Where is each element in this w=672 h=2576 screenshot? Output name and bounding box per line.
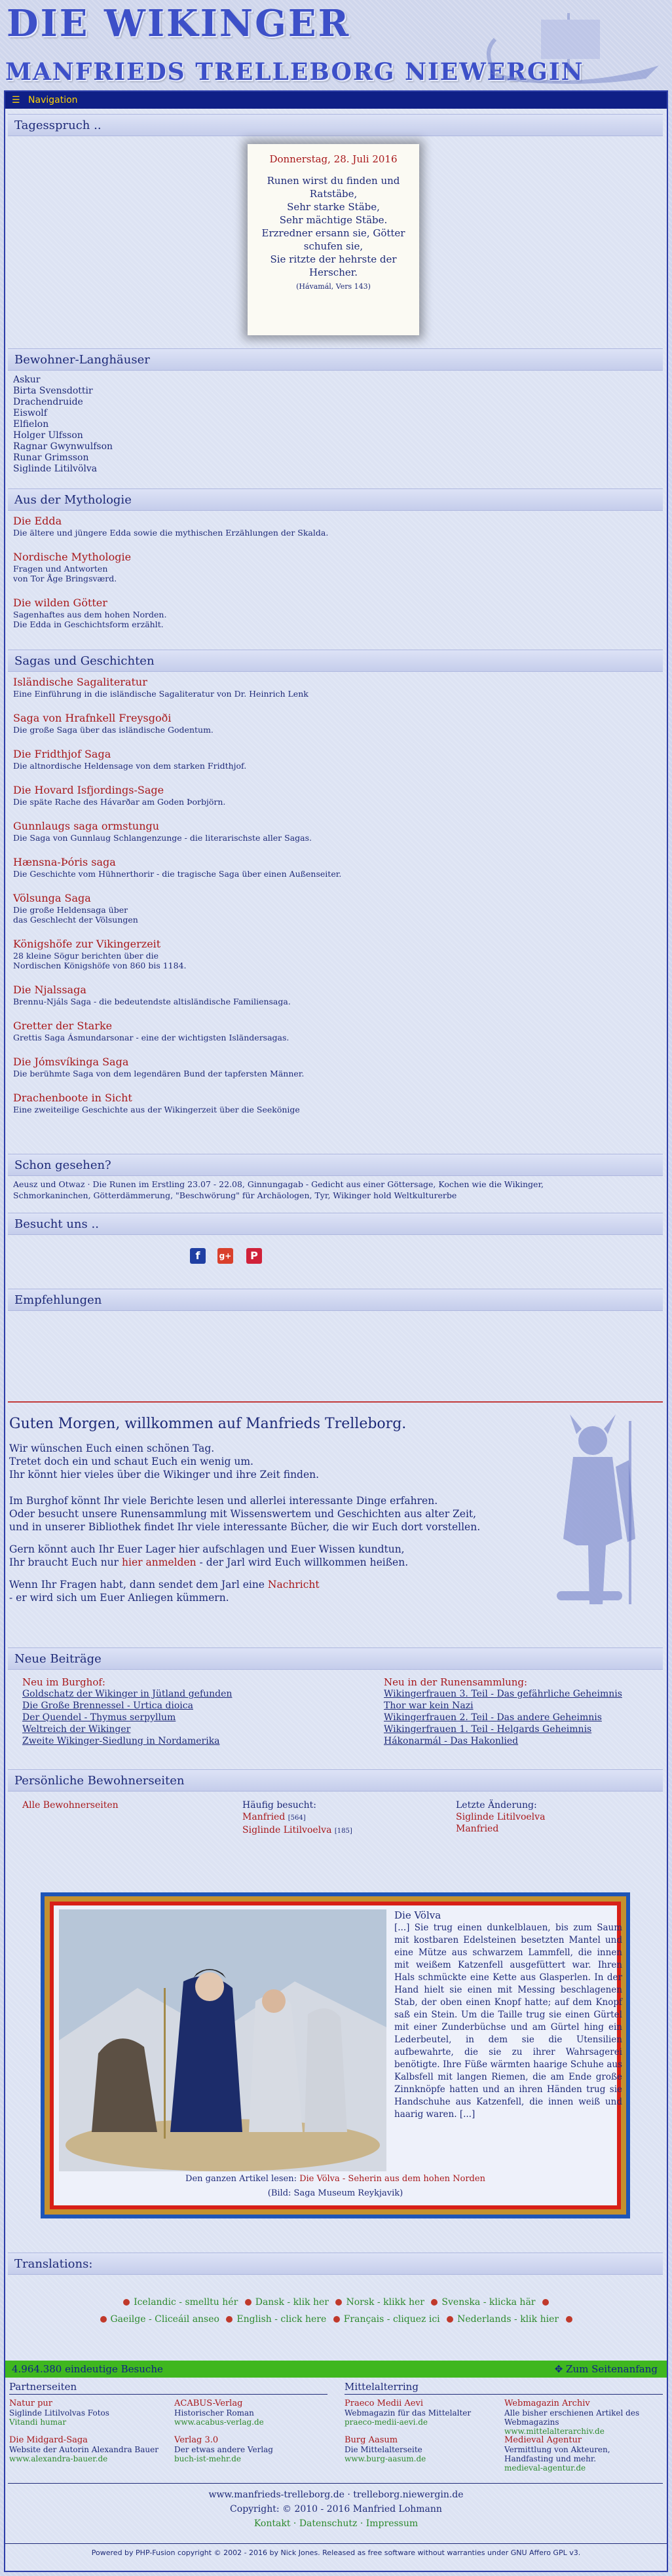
saga-link[interactable]: Die Jómsvíkinga Saga <box>13 1056 129 1068</box>
text-line: - der Jarl wird Euch willkommen heißen. <box>196 1556 409 1568</box>
flag-icon <box>542 2299 549 2306</box>
back-to-top-link[interactable] <box>555 2361 658 2378</box>
column-heading: Häufig besucht: <box>242 1800 316 1811</box>
section-schon-gesehen: Schon gesehen? <box>8 1154 663 1176</box>
featured-article <box>41 1892 630 2218</box>
partner-desc: Die Mittelalterseite <box>345 2445 422 2454</box>
partner-heading: Partnerseiten <box>9 2381 77 2393</box>
runen-link[interactable]: Wikingerfrauen 1. Teil - Helgards Geheimnis <box>384 1724 592 1735</box>
divider <box>8 1401 663 1403</box>
message-link[interactable]: Nachricht <box>267 1579 320 1591</box>
translation-link[interactable]: Gaeilge - Cliceáil anseo <box>110 2314 219 2325</box>
featured-article-body: [...] Sie trug einen dunkelblauen, bis zum Saum mit kostbaren Edelsteinen besetzten Mantel und eine Mütze aus schwarzem Lammfell, die innen mit weißem Katzenfell ausgefüttert war. Ihren Hals schmückte eine Kette aus Glasperlen. In der Hand hielt sie einen mit Messing beschlagenen Stab, der oben einen Knopf hatte; auf dem Knopf saß ein Stein. Um die Taille trug sie einen Gürtel mit einer Zunderbüchse und am Gürtel hing ein Lederbeutel, in dem sie die Utensilien aufbewahrte, die sie zu ihrer Wahrsagerei benötigte. Ihre Füße wärmten haarige Schuhe aus Kalbsfell mit langen Riemen, die am Ende große Zinnknöpfe hatten und an ihren Händen trug sie Handschuhe aus Katzenfell, die innen weiß und haarig waren. [...] <box>394 1923 622 2120</box>
partner-desc: Siglinde Litilvolvas Fotos <box>9 2408 109 2418</box>
quote-line: schufen sie, <box>303 240 364 252</box>
mythologie-link[interactable]: Nordische Mythologie <box>13 551 132 563</box>
photo-credit: (Bild: Saga Museum Reykjavik) <box>267 2188 403 2198</box>
pinterest-icon[interactable]: P <box>246 1248 262 1264</box>
list-item <box>13 784 655 807</box>
quote-line: Sehr starke Stäbe, <box>287 201 380 213</box>
footer-copyright: Copyright: © 2010 - 2016 Manfried Lohmann <box>230 2504 442 2514</box>
imprint-link[interactable]: Impressum <box>365 2518 419 2529</box>
translation-link[interactable]: Français - cliquez ici <box>343 2314 440 2325</box>
saga-link[interactable]: Völsunga Saga <box>13 892 91 904</box>
partner-link[interactable]: Natur pur <box>9 2399 52 2408</box>
runen-link[interactable]: Thor war kein Nazi <box>384 1701 474 1711</box>
text-line: - er wird sich um Euer Anliegen kümmern. <box>9 1592 229 1604</box>
translation-link[interactable]: English - click here <box>236 2314 327 2325</box>
featured-article-text <box>394 1909 622 2121</box>
quote-line: Ratstäbe, <box>309 188 358 200</box>
item-desc: das Geschlecht der Völsungen <box>13 915 138 925</box>
welcome-paragraph <box>9 1494 507 1534</box>
flag-icon <box>335 2299 342 2306</box>
welcome-paragraph <box>9 1442 507 1481</box>
saga-link[interactable]: Gunnlaugs saga ormstungu <box>13 820 160 832</box>
list-item <box>13 712 655 735</box>
partner-url[interactable]: www.mittelalterarchiv.de <box>504 2427 605 2436</box>
text-line: Wenn Ihr Fragen habt, dann sendet dem Jarl eine <box>9 1579 268 1591</box>
mittelalter-item[interactable] <box>345 2436 495 2463</box>
list-item <box>13 984 655 1006</box>
item-desc: Die Edda in Geschichtsform erzählt. <box>13 619 164 629</box>
translation-link[interactable]: Icelandic - smelltu hér <box>134 2297 238 2308</box>
bewohner-link[interactable]: Birta Svensdottir <box>13 386 93 396</box>
bewohner-link[interactable]: Eiswolf <box>13 408 47 418</box>
text-line: Wir wünschen Euch einen schönen Tag. <box>9 1443 215 1454</box>
translation-link[interactable]: Svenska - klicka här <box>441 2297 536 2308</box>
list-item <box>13 1056 655 1078</box>
divider <box>8 2483 663 2484</box>
list-item <box>242 1824 439 1837</box>
quote-card <box>248 144 419 335</box>
featured-article-title[interactable]: Die Völva <box>394 1909 441 1921</box>
runen-link[interactable]: Wikingerfrauen 2. Teil - Das andere Geheimnis <box>384 1712 602 1723</box>
section-besucht: Besucht uns .. <box>8 1213 663 1235</box>
mittelalterring-heading: Mittelalterring <box>345 2381 419 2393</box>
list-item <box>13 676 655 699</box>
back-to-top-label[interactable]: Zum Seitenanfang <box>566 2363 658 2375</box>
item-desc: Fragen und Antworten <box>13 564 108 574</box>
list-item <box>13 892 655 925</box>
flag-icon <box>333 2316 340 2323</box>
partner-desc: Alle bisher erschienen Artikel des Webmagazins <box>504 2408 640 2427</box>
welcome-title: Guten Morgen, willkommen auf Manfrieds Trelleborg. <box>9 1416 407 1432</box>
facebook-icon[interactable]: f <box>190 1248 206 1264</box>
partner-url[interactable]: buch-ist-mehr.de <box>174 2454 242 2463</box>
bewohner-link[interactable]: Drachendruide <box>13 397 83 407</box>
bewohner-link[interactable]: Runar Grimsson <box>13 452 89 463</box>
text-line: Im Burghof könnt Ihr viele Berichte lesen und allerlei interessante Dinge erfahren. <box>9 1495 438 1507</box>
column-heading: Letzte Änderung: <box>456 1800 537 1811</box>
translation-row <box>0 2314 672 2325</box>
visit-count: [564] <box>288 1814 306 1822</box>
divider <box>5 2543 667 2544</box>
list-item <box>13 597 655 629</box>
partner-desc: Der etwas andere Verlag <box>174 2445 273 2454</box>
partner-link[interactable]: Die Midgard-Saga <box>9 2435 88 2445</box>
item-desc: Brennu-Njáls Saga - die bedeutendste altisländische Familiensaga. <box>13 997 291 1006</box>
item-desc: Die ältere und jüngere Edda sowie die mythischen Erzählungen der Skalda. <box>13 528 329 538</box>
bewohner-link[interactable]: Ragnar Gwynwulfson <box>13 441 113 452</box>
tag-cloud <box>13 1179 655 1201</box>
saga-link[interactable]: Königshöfe zur Vikingerzeit <box>13 938 161 950</box>
text-line: Gern könnt auch Ihr Euer Lager hier aufschlagen und Euer Wissen kundtun, <box>9 1543 405 1555</box>
welcome-paragraph <box>9 1543 507 1569</box>
privacy-link[interactable]: Datenschutz <box>299 2518 358 2529</box>
partner-link[interactable]: ACABUS-Verlag <box>174 2399 243 2408</box>
runen-link[interactable]: Hákonarmál - Das Hakonlied <box>384 1736 519 1746</box>
partner-url[interactable]: www.acabus-verlag.de <box>174 2418 264 2427</box>
saga-link[interactable]: Die Njalssaga <box>13 984 86 996</box>
burghof-link[interactable]: Weltreich der Wikinger <box>22 1724 131 1735</box>
partner-link[interactable]: Burg Aasum <box>345 2435 398 2445</box>
item-desc: Die späte Rache des Hávarðar am Goden Þorbjörn. <box>13 797 226 807</box>
partner-link[interactable]: Verlag 3.0 <box>174 2435 219 2445</box>
bewohner-page-link[interactable]: Siglinde Litilvoelva <box>456 1812 546 1822</box>
quote-text <box>248 174 419 293</box>
partner-item[interactable] <box>174 2399 331 2427</box>
featured-article-frame <box>50 1902 621 2209</box>
featured-article-panel <box>54 1905 622 2205</box>
partner-desc: Vermittlung von Akteuren, Handfasting und mehr. <box>504 2445 610 2463</box>
mythologie-list <box>13 515 655 629</box>
partner-item[interactable] <box>9 2436 166 2463</box>
tag-cloud-line[interactable]: Schmorkaninchen, Götterdämmerung, "Beschwörung" für Archäologen, Tyr, Wikinger hold Weltkulturerbe <box>13 1190 457 1200</box>
partner-url[interactable]: Vitandi humar <box>9 2418 67 2427</box>
partner-url[interactable]: praeco-medii-aevi.de <box>345 2418 428 2427</box>
mythologie-link[interactable]: Die Edda <box>13 515 62 527</box>
bewohner-page-link[interactable]: Siglinde Litilvoelva <box>242 1825 332 1835</box>
saga-link[interactable]: Gretter der Starke <box>13 1020 113 1032</box>
section-sagas: Sagas und Geschichten <box>8 650 663 672</box>
sagas-list <box>13 676 655 1114</box>
alle-bewohnerseiten-link[interactable]: Alle Bewohnerseiten <box>22 1800 119 1811</box>
saga-link[interactable]: Saga von Hrafnkell Freysgoði <box>13 712 172 724</box>
item-desc: Die große Heldensaga über <box>13 905 128 915</box>
bewohner-page-link[interactable]: Manfried <box>242 1812 286 1822</box>
partner-item[interactable] <box>9 2399 166 2427</box>
burghof-link[interactable]: Der Quendel - Thymus serpyllum <box>22 1712 176 1723</box>
item-desc: Die altnordische Heldensage von dem starken Fridthjof. <box>13 761 247 771</box>
flag-icon <box>245 2299 252 2306</box>
list-item <box>13 820 655 843</box>
viking-ship-icon <box>476 0 672 90</box>
partner-item[interactable] <box>174 2436 331 2463</box>
stats-bar <box>5 2361 667 2378</box>
item-desc: Die große Saga über das isländische Godentum. <box>13 725 214 735</box>
list-item <box>13 515 655 538</box>
site-subtitle: MANFRIEDS TRELLEBORG NIEWERGIN <box>5 58 584 86</box>
tag-cloud-line[interactable]: Aeusz und Otwaz · Die Runen im Erstling 23.07 - 22.08, Ginnungagab - Gedicht aus einer Göttersage, Kochen wie die Wikinger, <box>13 1179 544 1189</box>
bewohner-page-link[interactable]: Manfried <box>456 1824 499 1834</box>
burghof-link[interactable]: Goldschatz der Wikinger in Jütland gefunden <box>22 1689 233 1699</box>
column-heading: Neu im Burghof: <box>22 1676 105 1688</box>
register-link[interactable]: hier anmelden <box>122 1556 196 1568</box>
text-line: und in unserer Bibliothek findet Ihr viele interessante Bücher, die wir Euch dort vorstellen. <box>9 1521 481 1533</box>
divider <box>345 2394 663 2395</box>
translation-link[interactable]: Nederlands - klik hier <box>457 2314 559 2325</box>
flag-icon <box>226 2316 233 2323</box>
partner-link[interactable]: Medieval Agentur <box>504 2435 582 2445</box>
saga-link[interactable]: Die Hovard Isfjordings-Sage <box>13 784 164 796</box>
viking-warrior-icon <box>531 1408 648 1624</box>
partner-url[interactable]: medieval-agentur.de <box>504 2463 586 2473</box>
text-line: Ihr könnt hier vieles über die Wikinger und ihre Zeit finden. <box>9 1469 320 1481</box>
caption-text: Den ganzen Artikel lesen: <box>185 2174 300 2184</box>
bewohner-list <box>13 375 113 475</box>
bewohner-link[interactable]: Elfielon <box>13 419 49 430</box>
saga-link[interactable]: Die Fridthjof Saga <box>13 748 111 760</box>
section-mythologie: Aus der Mythologie <box>8 488 663 511</box>
quote-line: Erzredner ersann sie, Götter <box>261 227 405 239</box>
list-item <box>13 938 655 970</box>
partner-link[interactable]: Webmagazin Archiv <box>504 2399 590 2408</box>
section-empfehlungen: Empfehlungen <box>8 1289 663 1311</box>
footer-powered: Powered by PHP-Fusion copyright © 2002 - 2016 by Nick Jones. Released as free software without warranties under GNU Affero GPL v3. <box>91 2548 581 2557</box>
footer-links: Kontakt · Datenschutz · Impressum <box>253 2518 419 2529</box>
bewohner-link[interactable]: Siglinde Litilvölva <box>13 464 98 474</box>
list-item <box>13 551 655 583</box>
site-header <box>0 0 672 90</box>
translation-link[interactable]: Dansk - klik her <box>255 2297 329 2308</box>
saga-link[interactable]: Drachenboote in Sicht <box>13 1092 132 1104</box>
section-tagesspruch: Tagesspruch .. <box>8 114 663 136</box>
item-desc: Sagenhaftes aus dem hohen Norden. <box>13 610 167 619</box>
quote-line: Herscher. <box>308 267 358 278</box>
voelva-photo[interactable] <box>59 1909 386 2171</box>
partner-desc: Website der Autorin Alexandra Bauer <box>9 2445 159 2454</box>
burghof-link[interactable]: Die Große Brennessel - Urtica dioica <box>22 1701 193 1711</box>
neu-im-burghof <box>22 1676 310 1747</box>
item-desc: Grettis Saga Ásmundarsonar - eine der wichtigsten Isländersagas. <box>13 1033 289 1042</box>
mittelalter-item[interactable] <box>504 2399 659 2436</box>
saga-link[interactable]: Hænsna-Þóris saga <box>13 856 116 868</box>
section-translations: Translations: <box>8 2253 663 2275</box>
text-line: Ihr braucht Euch nur <box>9 1556 122 1568</box>
alle-bewohnerseiten <box>22 1799 219 1811</box>
quote-line: Runen wirst du finden und <box>267 175 400 187</box>
bewohner-link[interactable]: Askur <box>13 375 41 385</box>
neu-in-runensammlung <box>384 1676 659 1747</box>
visit-count: [185] <box>334 1828 352 1835</box>
flag-icon <box>100 2316 107 2323</box>
burghof-link[interactable]: Zweite Wikinger-Siedlung in Nordamerika <box>22 1736 220 1746</box>
list-item <box>13 856 655 879</box>
mittelalter-item[interactable] <box>504 2436 659 2473</box>
item-desc: Die Geschichte vom Hühnerthorir - die tragische Saga über einen Außenseiter. <box>13 869 342 879</box>
flag-icon <box>447 2316 453 2323</box>
contact-link[interactable]: Kontakt <box>253 2518 291 2529</box>
site-title: DIE WIKINGER <box>7 2 351 45</box>
arrow-up-icon: ✥ <box>554 2363 563 2375</box>
list-item <box>13 1092 655 1114</box>
quote-source: (Hávamál, Vers 143) <box>296 282 371 291</box>
partner-desc: Webmagazin für das Mittelalter <box>345 2408 472 2418</box>
quote-date: Donnerstag, 28. Juli 2016 <box>269 153 398 165</box>
item-desc: 28 kleine Sögur berichten über die <box>13 951 159 961</box>
list-item <box>242 1811 439 1824</box>
partner-link[interactable]: Praeco Medii Aevi <box>345 2399 424 2408</box>
section-bewohner: Bewohner-Langhäuser <box>8 348 663 371</box>
item-desc: Eine zweiteilige Geschichte aus der Wikingerzeit über die Seekönige <box>13 1105 300 1114</box>
mittelalter-item[interactable] <box>345 2399 495 2427</box>
menu-icon[interactable]: ☰ <box>12 95 20 105</box>
visit-counter: 4.964.380 eindeutige Besuche <box>12 2363 163 2375</box>
item-desc: Nordischen Königshöfe von 860 bis 1184. <box>13 961 187 970</box>
mythologie-link[interactable]: Die wilden Götter <box>13 597 107 609</box>
column-heading: Neu in der Runensammlung: <box>384 1676 528 1688</box>
translation-row <box>0 2297 672 2308</box>
item-desc: Die berühmte Saga von dem legendären Bund der tapfersten Männer. <box>13 1069 305 1078</box>
footer-domain[interactable]: www.manfrieds-trelleborg.de · trelleborg.niewergin.de <box>208 2490 464 2500</box>
flag-icon <box>123 2299 130 2306</box>
featured-article-caption <box>54 2174 617 2184</box>
letzte-aenderung <box>456 1799 652 1835</box>
quote-line: Sie ritzte der hehrste der <box>270 253 397 265</box>
navigation-label[interactable]: Navigation <box>28 95 78 105</box>
runen-link[interactable]: Wikingerfrauen 3. Teil - Das gefährliche Geheimnis <box>384 1689 622 1699</box>
google-plus-icon[interactable]: g+ <box>217 1248 233 1264</box>
list-item <box>13 1020 655 1042</box>
section-persoenlich: Persönliche Bewohnerseiten <box>8 1769 663 1792</box>
flag-icon <box>431 2299 438 2306</box>
item-desc: Die Saga von Gunnlaug Schlangenzunge - die literarischste aller Sagas. <box>13 833 312 843</box>
partner-desc: Historischer Roman <box>174 2408 254 2418</box>
text-line: Tretet doch ein und schaut Euch ein wenig um. <box>9 1456 253 1467</box>
welcome-text <box>9 1442 507 1613</box>
navigation-bar[interactable] <box>5 92 667 109</box>
section-neue-beitraege: Neue Beiträge <box>8 1647 663 1670</box>
item-desc: von Tor Åge Bringsværd. <box>13 574 117 583</box>
welcome-paragraph <box>9 1578 507 1604</box>
item-desc: Eine Einführung in die isländische Sagaliteratur von Dr. Heinrich Lenk <box>13 689 308 699</box>
haeufig-besucht <box>242 1799 439 1837</box>
text-line: Oder besucht unsere Runensammlung mit Wissenswertem und Geschichten aus alter Zeit, <box>9 1508 477 1520</box>
translation-link[interactable]: Norsk - klikk her <box>346 2297 424 2308</box>
partner-url[interactable]: www.burg-aasum.de <box>345 2454 426 2463</box>
divider <box>9 2394 327 2395</box>
bewohner-link[interactable]: Holger Ulfsson <box>13 430 83 441</box>
list-item <box>13 748 655 771</box>
partner-url[interactable]: www.alexandra-bauer.de <box>9 2454 108 2463</box>
flag-icon <box>566 2316 572 2323</box>
saga-link[interactable]: Isländische Sagaliteratur <box>13 676 147 688</box>
quote-line: Sehr mächtige Stäbe. <box>279 214 388 226</box>
featured-article-link[interactable]: Die Völva - Seherin aus dem hohen Norden <box>299 2174 485 2184</box>
